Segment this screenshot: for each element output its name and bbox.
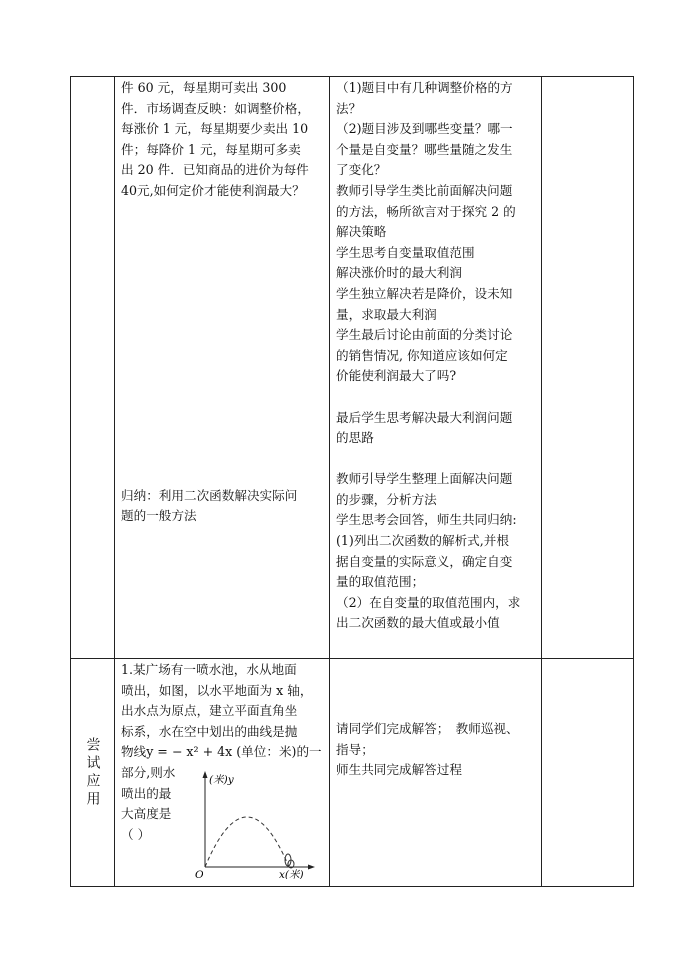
activity-line: 请同学们完成解答； 教师巡视、	[336, 721, 519, 736]
activity-line: 量，求取最大利润	[336, 306, 437, 322]
activity-line: 学生最后讨论由前面的分类讨论	[336, 327, 513, 343]
problem-line: 喷出，如图，以水平地面为 x 轴，	[121, 682, 313, 698]
activity-line: 最后学生思考解决最大利润问题	[336, 409, 513, 425]
activity-cell	[330, 77, 542, 659]
problem-line: （ ）	[121, 826, 151, 842]
activity-line: 个量是自变量？哪些量随之发生	[336, 141, 513, 157]
x-axis-arrow	[308, 865, 315, 870]
activity-line: 的销售情况, 你知道应该如何定	[336, 347, 508, 363]
activity-line: （1)题目中有几种调整价格的方	[336, 80, 513, 95]
stage-label: 尝试应用	[84, 736, 101, 809]
activity-line: 学生独立解决若是降价，设未知	[336, 285, 513, 301]
problem-cell	[115, 659, 330, 887]
content-line: 每涨价 1 元，每星期要少卖出 10	[121, 121, 309, 137]
activity-line: 的方法，畅所欲言对于探究 2 的	[336, 203, 516, 219]
problem-line: 喷出的最	[121, 785, 172, 801]
problem-line: 部分,则水	[121, 764, 176, 780]
activity-line: 出二次函数的最大值或最小值	[336, 615, 500, 631]
activity-line: 量的取值范围；	[336, 574, 425, 590]
activity-line: 师生共同完成解答过程	[336, 762, 462, 778]
activity-line: 法？	[336, 100, 362, 116]
y-axis-label: (米)y	[209, 774, 234, 786]
problem-line: 1.某广场有一喷水池，水从地面	[121, 662, 297, 677]
stage-cell-empty	[71, 77, 115, 659]
activity-line: 的思路	[336, 430, 374, 446]
activity-line: (1)列出二次函数的解析式,并根	[336, 533, 509, 549]
activity-line: 教师引导学生类比前面解决问题	[336, 182, 513, 198]
activity-line: 学生思考会回答，师生共同归纳:	[336, 512, 517, 528]
x-axis-label: x(米)	[279, 869, 304, 879]
activity-line: 的步骤，分析方法	[336, 491, 437, 507]
notes-cell	[542, 77, 634, 659]
content-line: 40元,如何定价才能使利润最大？	[121, 182, 305, 198]
table-row-example	[71, 77, 634, 659]
content-line: 出 20 件．已知商品的进价为每件	[121, 162, 309, 178]
summary-line: 题的一般方法	[121, 508, 197, 524]
content-line: 件．市场调查反映：如调整价格，	[121, 100, 310, 116]
content-cell	[115, 77, 330, 659]
activity-line: 指导；	[336, 741, 374, 757]
activity-line: （2）在自变量的取值范围内，求	[336, 594, 521, 610]
stage-cell	[71, 659, 115, 887]
activity-cell	[330, 659, 542, 887]
problem-line: 大高度是	[121, 806, 172, 822]
origin-label: O	[195, 869, 204, 879]
problem-line: 出水点为原点，建立平面直角坐	[121, 703, 298, 719]
activity-line: 据自变量的实际意义，确定自变	[336, 553, 513, 569]
notes-cell	[542, 659, 634, 887]
activity-line: 价能使利润最大了吗?	[336, 368, 457, 384]
summary-line: 归纳：利用二次函数解决实际问	[121, 487, 298, 503]
y-axis-arrow	[203, 771, 208, 778]
activity-line: （2)题目涉及到哪些变量？哪一	[336, 121, 513, 137]
lesson-plan-table	[70, 76, 634, 887]
problem-line: 物线y = − x² + 4x (单位：米)的一	[121, 744, 322, 760]
parabola-curve	[205, 817, 289, 867]
content-line: 件 60 元，每星期可卖出 300	[121, 80, 287, 95]
activity-line: 解决策略	[336, 224, 387, 240]
problem-line: 标系，水在空中划出的曲线是抛	[121, 723, 298, 739]
content-line: 件；每降价 1 元，每星期可多卖	[121, 141, 301, 157]
activity-line: 解决涨价时的最大利润	[336, 265, 462, 281]
table-row-practice	[71, 659, 634, 887]
parabola-figure	[193, 769, 323, 879]
activity-line: 学生思考自变量取值范围	[336, 244, 475, 260]
activity-line: 了变化？	[336, 162, 387, 178]
activity-line: 教师引导学生整理上面解决问题	[336, 471, 513, 487]
